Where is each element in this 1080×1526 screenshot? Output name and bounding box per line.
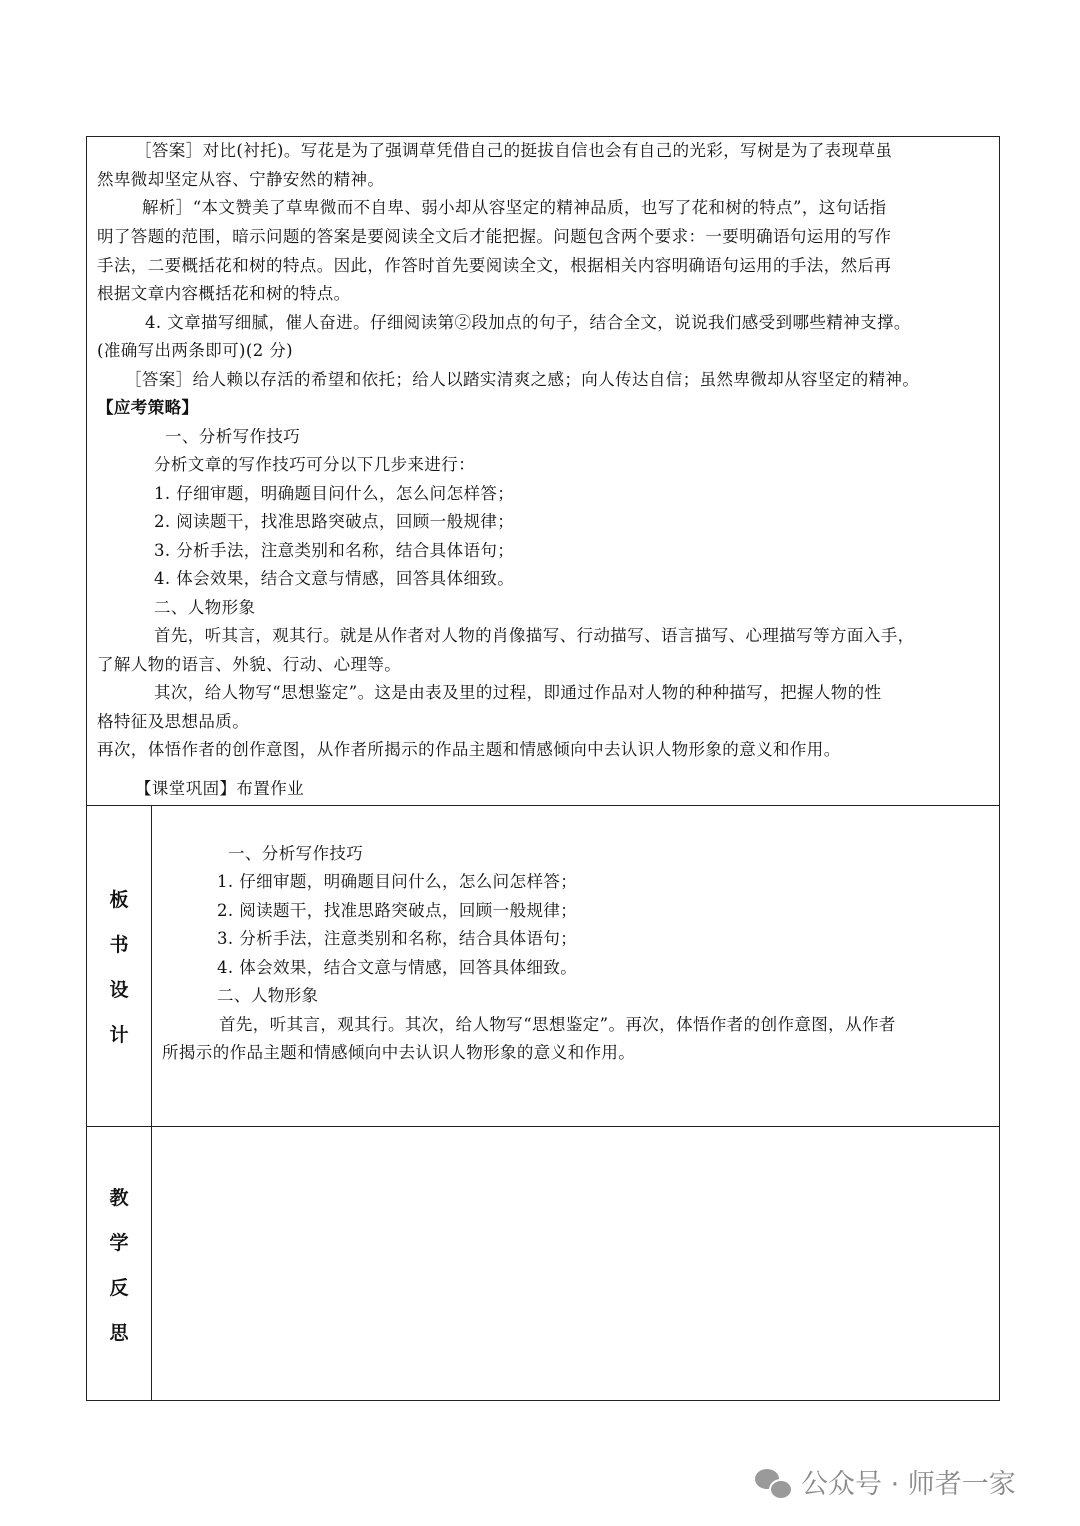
text-line: 首先，听其言，观其行。就是从作者对人物的肖像描写、行动描写、语言描写、心理描写等方面入手， — [154, 626, 915, 645]
text-line: 然卑微却坚定从容、宁静安然的精神。 — [97, 170, 385, 189]
list-item: 2. 阅读题干，找准思路突破点，回顾一般规律； — [217, 901, 578, 920]
text-line: ［答案］对比(衬托)。写花是为了强调草凭借自己的挺拔自信也会有自己的光彩，写树是为了表现草虽 — [135, 141, 893, 160]
question-4: 4. 文章描写细腻，催人奋进。仔细阅读第②段加点的句子，结合全文，说说我们感受到哪些精神支撑。 — [145, 313, 911, 332]
answer-strategy-cell — [87, 137, 999, 806]
watermark — [755, 1462, 1016, 1501]
list-item: 2. 阅读题干，找准思路突破点，回顾一般规律； — [154, 512, 515, 531]
teaching-reflection-content — [152, 1127, 999, 1400]
label-char: 板 — [109, 889, 129, 911]
list-item: 3. 分析手法，注意类别和名称，结合具体语句； — [217, 929, 578, 948]
wechat-icon — [755, 1467, 791, 1497]
board-design-content — [152, 806, 999, 1126]
label-char: 思 — [109, 1321, 129, 1344]
label-char: 设 — [109, 979, 129, 1001]
label-char: 书 — [109, 934, 129, 956]
subheading: 一、分析写作技巧 — [165, 427, 301, 446]
text-line: 格特征及思想品质。 — [97, 712, 250, 731]
text-line: 其次，给人物写“思想鉴定”。这是由表及里的过程，即通过作品对人物的种种描写，把握人物的性 — [154, 683, 882, 702]
text-line: 首先，听其言，观其行。其次，给人物写“思想鉴定”。再次，体悟作者的创作意图，从作者 — [219, 1015, 896, 1034]
label-char: 学 — [109, 1231, 129, 1254]
class-consolidation: 【课堂巩固】布置作业 — [135, 779, 304, 798]
text-line: 手法，二要概括花和树的特点。因此，作答时首先要阅读全文，根据相关内容明确语句运用的手法，然后再 — [97, 256, 892, 275]
text-line: 明了答题的范围，暗示问题的答案是要阅读全文后才能把握。问题包含两个要求：一要明确语句运用的写作 — [97, 227, 892, 246]
label-char: 计 — [109, 1024, 129, 1046]
text-line: 了解人物的语言、外貌、行动、心理等。 — [97, 655, 402, 674]
text-line: (准确写出两条即可)(2 分) — [97, 341, 293, 360]
label-char: 教 — [109, 1186, 129, 1209]
text-line: 根据文章内容概括花和树的特点。 — [97, 284, 351, 303]
teaching-reflection-label — [87, 1127, 152, 1400]
answer-line: ［答案］给人赖以存活的希望和依托；给人以踏实清爽之感；向人传达自信；虽然卑微却从容坚定的精神。 — [125, 370, 920, 389]
list-item: 4. 体会效果，结合文意与情感，回答具体细致。 — [154, 569, 515, 588]
subheading: 二、人物形象 — [217, 986, 319, 1005]
teaching-reflection-row — [87, 1127, 999, 1400]
text-line: 再次，体悟作者的创作意图，从作者所揭示的作品主题和情感倾向中去认识人物形象的意义和作用。 — [97, 740, 841, 759]
label-char: 反 — [109, 1276, 129, 1299]
board-design-label — [87, 806, 152, 1126]
list-item: 1. 仔细审题，明确题目问什么，怎么问怎样答； — [154, 484, 515, 503]
list-item: 1. 仔细审题，明确题目问什么，怎么问怎样答； — [217, 872, 578, 891]
text-line: 所揭示的作品主题和情感倾向中去认识人物形象的意义和作用。 — [162, 1043, 636, 1062]
text-line: 分析文章的写作技巧可分以下几步来进行： — [154, 455, 476, 474]
section-heading: 【应考策略】 — [97, 398, 199, 417]
watermark-text: 公众号 · 师者一家 — [801, 1469, 1016, 1500]
subheading: 一、分析写作技巧 — [228, 844, 364, 863]
list-item: 4. 体会效果，结合文意与情感，回答具体细致。 — [217, 958, 578, 977]
lesson-plan-table — [86, 136, 1000, 1401]
text-line: 解析］“本文赞美了草卑微而不自卑、弱小却从容坚定的精神品质，也写了花和树的特点”，这句话指 — [142, 198, 887, 217]
board-design-row — [87, 806, 999, 1127]
list-item: 3. 分析手法，注意类别和名称，结合具体语句； — [154, 541, 515, 560]
subheading: 二、人物形象 — [154, 598, 256, 617]
